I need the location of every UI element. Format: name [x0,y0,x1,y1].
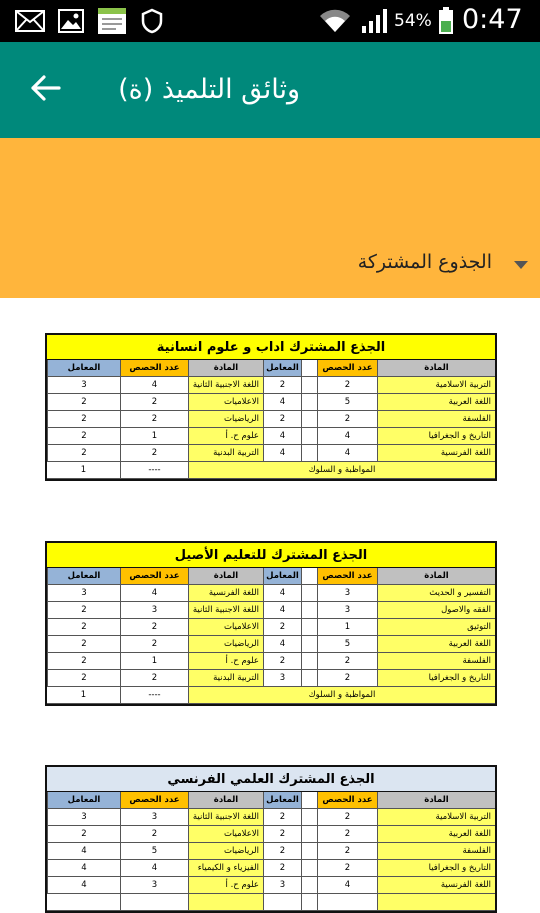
spacer-cell [301,585,317,602]
app-bar [0,42,540,138]
section-header[interactable] [0,138,540,298]
subject-name: الاعلاميات [188,826,263,843]
coef-value: 2 [263,843,301,860]
subject-name: اللغة الفرنسية [377,877,495,894]
battery-icon [437,8,455,34]
spacer-cell [301,653,317,670]
header-subject: المادة [377,568,495,585]
header-coef: المعامل [47,792,120,809]
coef-value: 2 [263,826,301,843]
coef-value: 2 [263,377,301,394]
subject-name: اللغة العربية [377,394,495,411]
subject-name [188,894,263,911]
page-title: وثائق التلميذ (ة) [118,74,300,105]
coef-value: 4 [47,843,120,860]
header-subject: المادة [377,360,495,377]
table-grid [47,568,495,704]
subject-name: التربية الاسلامية [377,809,495,826]
coef-value: 2 [47,428,120,445]
sessions-value: 3 [317,585,377,602]
subject-name: علوم ح. أ [188,877,263,894]
subject-table [45,541,497,706]
sessions-value: 4 [317,445,377,462]
coef-value: 2 [263,653,301,670]
sessions-value: 2 [317,826,377,843]
coef-value: 2 [47,394,120,411]
subject-name: الرياضيات [188,843,263,860]
header-sessions: عدد الحصص [317,360,377,377]
coef-value: 4 [263,585,301,602]
sessions-value: 2 [120,445,188,462]
header-coef: المعامل [47,568,120,585]
caret-down-icon[interactable] [514,261,528,269]
signal-icon [360,8,390,34]
subject-name: الفلسفة [377,411,495,428]
spacer-cell [301,428,317,445]
header-sessions: عدد الحصص [120,568,188,585]
subject-name: التاريخ و الجغرافيا [377,670,495,687]
subject-name: علوم ح. أ [188,653,263,670]
spacer-cell [301,860,317,877]
sessions-value [317,894,377,911]
sessions-value [120,894,188,911]
conduct-label: المواظبة و السلوك [188,462,495,479]
coef-value: 2 [263,411,301,428]
spacer-cell [301,809,317,826]
shield-icon [138,8,166,34]
table-grid [47,792,495,911]
sessions-value: 5 [317,394,377,411]
subject-name: الاعلاميات [188,394,263,411]
section-label: الجذوع المشتركة [357,251,492,273]
coef-value: 3 [47,809,120,826]
app-icon [96,8,128,34]
header-sessions: عدد الحصص [317,568,377,585]
subject-name: التاريخ و الجغرافيا [377,428,495,445]
sessions-value: 4 [120,377,188,394]
subject-name: اللغة الاجنبية الثانية [188,377,263,394]
coef-value: 2 [47,411,120,428]
spacer-cell [301,568,317,585]
header-coef: المعامل [263,568,301,585]
sessions-value: 3 [120,602,188,619]
header-coef: المعامل [263,792,301,809]
sessions-value: 2 [317,670,377,687]
coef-value: 4 [263,636,301,653]
coef-value: 2 [263,809,301,826]
header-sessions: عدد الحصص [120,792,188,809]
sessions-value: 2 [120,670,188,687]
sessions-value: 2 [120,826,188,843]
spacer-cell [301,377,317,394]
sessions-value: 1 [120,653,188,670]
subject-name: اللغة الفرنسية [188,585,263,602]
header-sessions: عدد الحصص [317,792,377,809]
coef-value: 4 [263,602,301,619]
spacer-cell [301,445,317,462]
header-subject: المادة [188,360,263,377]
sessions-value: ---- [120,687,188,704]
subject-table [45,333,497,481]
spacer-cell [301,877,317,894]
coef-value: 2 [263,860,301,877]
coef-value: 4 [263,428,301,445]
table-grid [47,360,495,479]
coef-value: 4 [263,445,301,462]
sessions-value: 5 [317,636,377,653]
coef-value [47,894,120,911]
coef-value: 1 [47,687,120,704]
subject-name: التربية البدنية [188,670,263,687]
spacer-cell [301,360,317,377]
subject-name: التاريخ و الجغرافيا [377,860,495,877]
sessions-value: 2 [120,394,188,411]
clock: 0:47 [462,4,523,35]
spacer-cell [301,670,317,687]
coef-value: 3 [47,585,120,602]
sessions-value: 2 [317,377,377,394]
header-subject: المادة [188,792,263,809]
coef-value: 4 [47,877,120,894]
subject-name [377,894,495,911]
sessions-value: 2 [120,411,188,428]
sessions-value: 2 [120,619,188,636]
spacer-cell [301,394,317,411]
subject-name: الفلسفة [377,843,495,860]
header-sessions: عدد الحصص [120,360,188,377]
table-title: الجذع المشترك اداب و علوم انسانية [47,335,495,360]
table-title: الجذع المشترك للتعليم الأصيل [47,543,495,568]
coef-value: 2 [47,445,120,462]
header-subject: المادة [188,568,263,585]
spacer-cell [301,826,317,843]
spacer-cell [301,636,317,653]
subject-name: اللغة الفرنسية [377,445,495,462]
coef-value: 2 [47,826,120,843]
subject-name: الرياضيات [188,636,263,653]
sessions-value: 4 [317,428,377,445]
conduct-label: المواظبة و السلوك [188,687,495,704]
coef-value: 2 [47,602,120,619]
subject-name: التفسير و الحديث [377,585,495,602]
sessions-value: 2 [317,653,377,670]
subject-name: اللغة الاجنبية الثانية [188,602,263,619]
subject-name: التربية الاسلامية [377,377,495,394]
sessions-value: 3 [317,602,377,619]
sessions-value: ---- [120,462,188,479]
battery-percent: 54% [394,11,432,31]
coef-value: 3 [47,377,120,394]
sessions-value: 2 [317,860,377,877]
coef-value: 4 [47,860,120,877]
coef-value: 2 [263,619,301,636]
sessions-value: 3 [120,877,188,894]
subject-table [45,765,497,913]
sessions-value: 4 [120,585,188,602]
coef-value [263,894,301,911]
spacer-cell [301,411,317,428]
header-subject: المادة [377,792,495,809]
subject-name: اللغة العربية [377,636,495,653]
subject-name: الرياضيات [188,411,263,428]
sessions-value: 3 [120,809,188,826]
back-button[interactable] [24,68,68,112]
coef-value: 3 [263,877,301,894]
subject-name: الاعلاميات [188,619,263,636]
coef-value: 2 [47,670,120,687]
coef-value: 2 [47,636,120,653]
coef-value: 4 [263,394,301,411]
spacer-cell [301,792,317,809]
coef-value: 3 [263,670,301,687]
status-bar [0,0,540,42]
subject-name: الفقه والاصول [377,602,495,619]
coef-value: 2 [47,653,120,670]
sessions-value: 2 [317,411,377,428]
subject-name: الفيزياء و الكيمياء [188,860,263,877]
subject-name: الفلسفة [377,653,495,670]
wifi-icon [318,8,352,34]
spacer-cell [301,602,317,619]
subject-name: التوثيق [377,619,495,636]
subject-name: اللغة الاجنبية الثانية [188,809,263,826]
sessions-value: 5 [120,843,188,860]
table-title: الجذع المشترك العلمي الفرنسي [47,767,495,792]
sessions-value: 1 [317,619,377,636]
mail-icon [14,8,46,34]
header-coef: المعامل [47,360,120,377]
arrow-left-icon [31,75,61,105]
subject-name: التربية البدنية [188,445,263,462]
image-icon [56,8,86,34]
sessions-value: 2 [317,809,377,826]
coef-value: 2 [47,619,120,636]
sessions-value: 4 [317,877,377,894]
subject-name: اللغة العربية [377,826,495,843]
sessions-value: 4 [120,860,188,877]
spacer-cell [301,619,317,636]
sessions-value: 1 [120,428,188,445]
sessions-value: 2 [317,843,377,860]
spacer-cell [301,843,317,860]
spacer-cell [301,894,317,911]
subject-name: علوم ح. أ [188,428,263,445]
header-coef: المعامل [263,360,301,377]
sessions-value: 2 [120,636,188,653]
coef-value: 1 [47,462,120,479]
